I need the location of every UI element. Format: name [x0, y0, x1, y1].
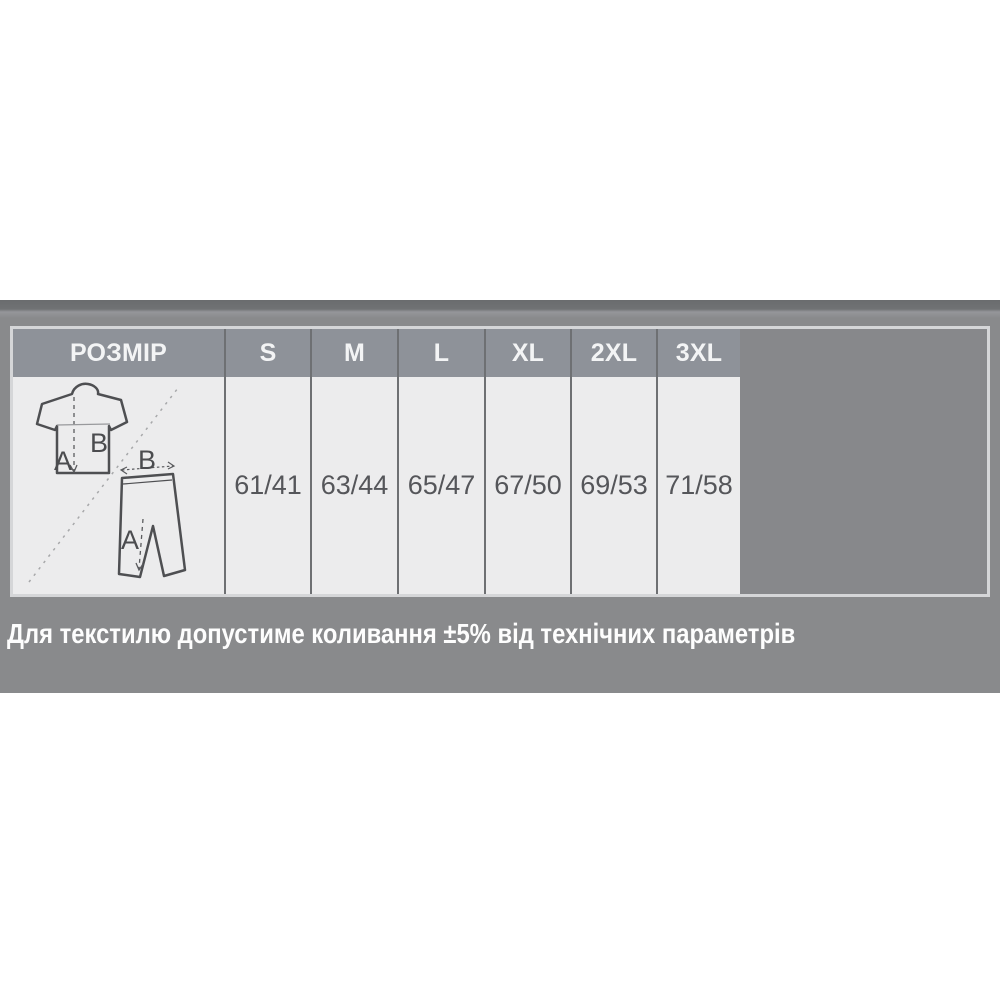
- header-cell-3xl: 3XL: [656, 329, 740, 377]
- pants-width-arrowhead-right: [168, 462, 174, 469]
- measurement-cell-xl: 67/50: [484, 377, 570, 594]
- header-cell-l: L: [397, 329, 484, 377]
- header-cell-xl: XL: [484, 329, 570, 377]
- measurement-cell-m: 63/44: [310, 377, 397, 594]
- size-chart-panel: [0, 300, 1000, 693]
- shirt-width-label: B: [89, 428, 109, 458]
- shirt-width-line: [57, 424, 110, 425]
- measurement-cell-s: 61/41: [224, 377, 310, 594]
- pants-length-line: [139, 519, 143, 569]
- measurement-cell-2xl: 69/53: [570, 377, 656, 594]
- table-empty-region: [740, 329, 987, 594]
- pants-waistband-line: [123, 480, 172, 484]
- header-cell-2xl: 2XL: [570, 329, 656, 377]
- measurement-cell-l: 65/47: [397, 377, 484, 594]
- pants-length-label: A: [120, 525, 140, 555]
- tshirt-drawing: [37, 384, 127, 473]
- header-cell-m: M: [310, 329, 397, 377]
- shirt-length-label: A: [53, 446, 73, 476]
- tolerance-note: Для текстилю допустиме коливання ±5% від технічних параметрів: [7, 618, 796, 649]
- pants-width-arrowhead-left: [121, 467, 127, 474]
- pants-width-label: B: [137, 445, 157, 475]
- garment-measurement-diagram: [13, 377, 224, 594]
- header-cell-s: S: [224, 329, 310, 377]
- header-cell-size: РОЗМІР: [13, 329, 224, 377]
- diagonal-guide-line: [29, 388, 178, 582]
- garment-diagram-cell: [13, 377, 224, 594]
- measurement-cell-3xl: 71/58: [656, 377, 740, 594]
- size-table: [10, 326, 990, 597]
